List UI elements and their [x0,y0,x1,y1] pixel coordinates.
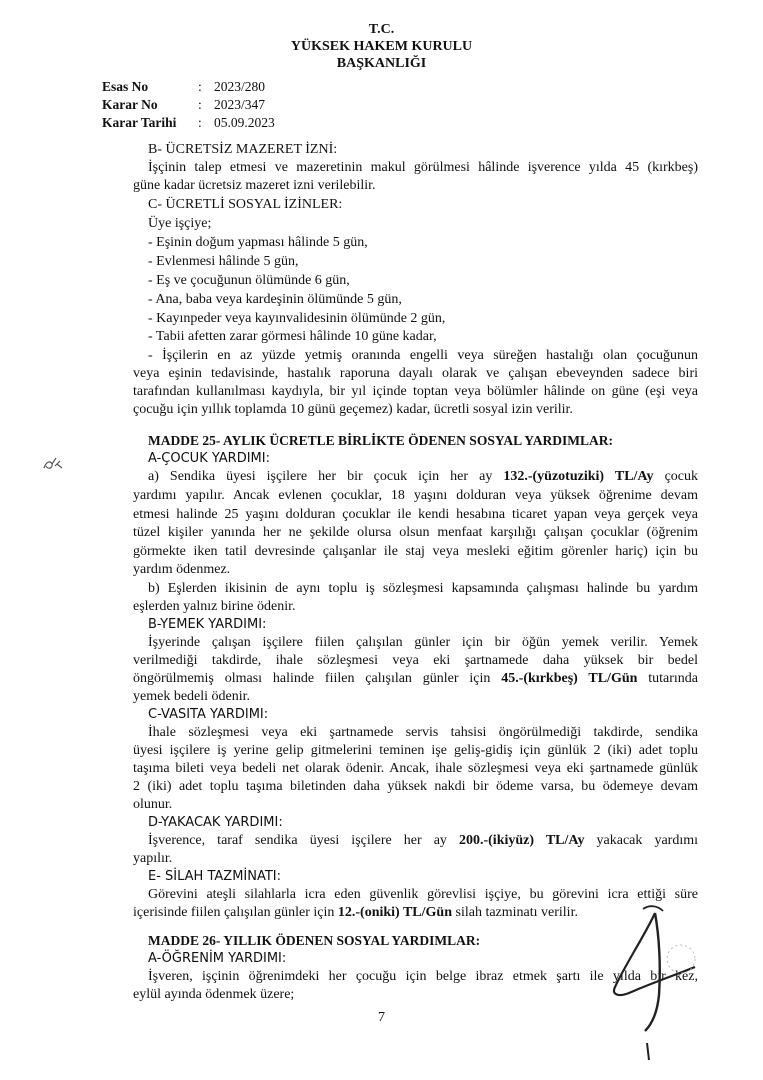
esas-label: Esas No [102,79,149,94]
section-b-title: B- ÜCRETSİZ MAZERET İZNİ: [148,142,338,157]
amount-text: 132.-(yüzotuziki) TL/Ay [503,469,654,484]
text-line [133,670,698,688]
text-run: içerisinde fiilen çalışılan günler için [133,905,338,920]
header-tc: T.C. [368,22,395,37]
header-institution: YÜKSEK HAKEM KURULU [290,39,473,54]
case-meta [102,78,275,132]
text-line: yemek bedeli ödenir. [133,689,251,704]
amount-text: 200.-(ikiyüz) TL/Ay [458,833,585,848]
child-aid-title: A-ÇOCUK YARDIMI: [148,451,270,466]
karar-colon: : [198,97,202,112]
amount-text: 45.-(kırkbeş) TL/Gün [501,671,638,686]
list-item: - Evlenmesi hâlinde 5 gün, [148,254,299,269]
text-line: Görevini ateşli silahlarla icra eden güvenlik görevlisi işçiye, bu görevini icra ettiği süre [148,887,698,902]
text-line: İşçinin talep etmesi ve mazeretinin makul görülmesi hâlinde işverence yılda 45 (kırkbeş) [148,160,698,175]
text-line: olunur. [133,797,173,812]
list-item: - Kayınpeder veya kayınvalidesinin ölümünde 2 gün, [148,311,446,326]
text-run: İşverence, taraf sendika üyesi işçilere her ay [148,833,459,848]
text-line: yardım ödenmez. [133,562,231,577]
text-line [133,904,578,922]
text-line: veya eşinin tedavisinde, hastalık raporuna dayalı olarak ve çalışan ebeveynden sadece biri [133,366,698,381]
education-aid-title: A-ÖĞRENİM YARDIMI: [148,951,287,966]
header-presidency: BAŞKANLIĞI [336,56,427,71]
text-run: yakacak yardımı [584,833,698,848]
list-item: - Eş ve çocuğunun ölümünde 6 gün, [148,273,350,288]
esas-value: 2023/280 [214,79,266,94]
text-line: taşıma bileti veya bedeli net olarak ödenir. Ancak, ihale sözleşmesi veya eki şartnamede günlük [133,761,698,776]
text-run: çocuk [653,469,698,484]
text-line: güne kadar ücretsiz mazeret izni verilebilir. [133,178,376,193]
section-c-title: C- ÜCRETLİ SOSYAL İZİNLER: [148,197,343,212]
text-line: b) Eşlerden ikisinin de aynı toplu iş sözleşmesi kapsamında çalışması halinde bu yardım [148,581,698,596]
list-item: - İşçilerin en az yüzde yetmiş oranında engelli veya süreğen hastalığı olan çocuğunun [148,348,698,363]
list-item: - Eşinin doğum yapması hâlinde 5 gün, [148,235,368,250]
text-line: verilmediği takdirde, ihale sözleşmesi veya eki şartnamede daha yüksek bir bedel [133,653,698,668]
tarih-colon: : [198,115,202,130]
fuel-aid-title: D-YAKACAK YARDIMI: [148,815,283,830]
tarih-row [102,114,275,132]
karar-label: Karar No [102,97,158,112]
text-line: yapılır. [133,851,173,866]
text-run: öngörülmemiş olması halinde fiilen çalışılan günler için [133,671,502,686]
text-run: a) Sendika üyesi işçilere her bir çocuk için her ay [148,469,504,484]
text-line: yardımı yapılır. Ancak evlenen çocuklar, 18 yaşını dolduran veya yüksek öğrenime devam [133,488,698,503]
list-item: - Ana, baba veya kardeşinin ölümünde 5 gün, [148,292,402,307]
article-26-title: MADDE 26- YILLIK ÖDENEN SOSYAL YARDIMLAR: [148,933,481,948]
text-line [148,468,698,486]
text-line: eşlerden yalnız birine ödenir. [133,599,296,614]
weapon-allowance-title: E- SİLAH TAZMİNATI: [148,869,282,884]
text-run: tutarında [637,671,698,686]
page-number: 7 [378,1010,385,1025]
list-item: - Tabii afetten zarar görmesi hâlinde 10 güne kadar, [148,329,437,344]
text-line [148,832,698,850]
tarih-value: 05.09.2023 [214,115,275,130]
article-25-title: MADDE 25- AYLIK ÜCRETLE BİRLİKTE ÖDENEN SOSYAL YARDIMLAR: [148,433,613,448]
text-line: Üye işçiye; [148,216,212,231]
transport-aid-title: C-VASITA YARDIMI: [148,707,269,722]
text-line: görmekte iken tatil devresinde çalışanlar ile staj veya mesleki eğitim görenler hariç) için bu [133,544,698,559]
text-line: eylül ayında ödenmek üzere; [133,987,295,1002]
text-line: İhale sözleşmesi veya eki şartnamede servis tahsisi öngörülmediği takdirde, sendika [148,725,698,740]
margin-initials-mark [40,452,66,474]
karar-row [102,96,275,114]
tarih-label: Karar Tarihi [102,115,177,130]
text-line: etmesi halinde 25 yaşını dolduran çocuklar ile kendi hesabına ticaret yapan veya gerçek veya [133,507,698,522]
karar-value: 2023/347 [214,97,266,112]
text-run: silah tazminatı verilir. [452,905,578,920]
text-line: 2 (iki) adet toplu taşıma biletinden daha yüksek nakdi bir ödeme varsa, bu ödemeye devam [133,779,698,794]
text-line: çocuğu için yıllık toplamda 10 günü geçemez) kadar, ücretli sosyal izin verilir. [133,402,573,417]
text-line: İşveren, işçinin öğrenimdeki her çocuğu için belge ibraz etmek şartı ile yılda bir kez, [148,969,698,984]
esas-row [102,78,275,96]
text-line: tüzel kişiler yanında her ne şekilde olursa olsun menfaat karşılığı çalışan çocuklar (öğrenim [133,525,698,540]
esas-colon: : [198,79,202,94]
meal-aid-title: B-YEMEK YARDIMI: [148,617,267,632]
amount-text: 12.-(oniki) TL/Gün [337,905,452,920]
text-line: tarafından kullanılması kaydıyla, bir yıl içinde toptan veya bölümler hâlinde on güne (eşi veya [133,384,698,399]
text-line: İşyerinde çalışan işçilere fiilen çalışılan günler için bir öğün yemek verilir. Yemek [148,635,698,650]
signature-mark [585,895,725,1070]
text-line: üyesi işçilere iş yerine gelip gitmelerini teminen işe geliş-gidiş için günlük 2 (iki) adet toplu [133,743,698,758]
